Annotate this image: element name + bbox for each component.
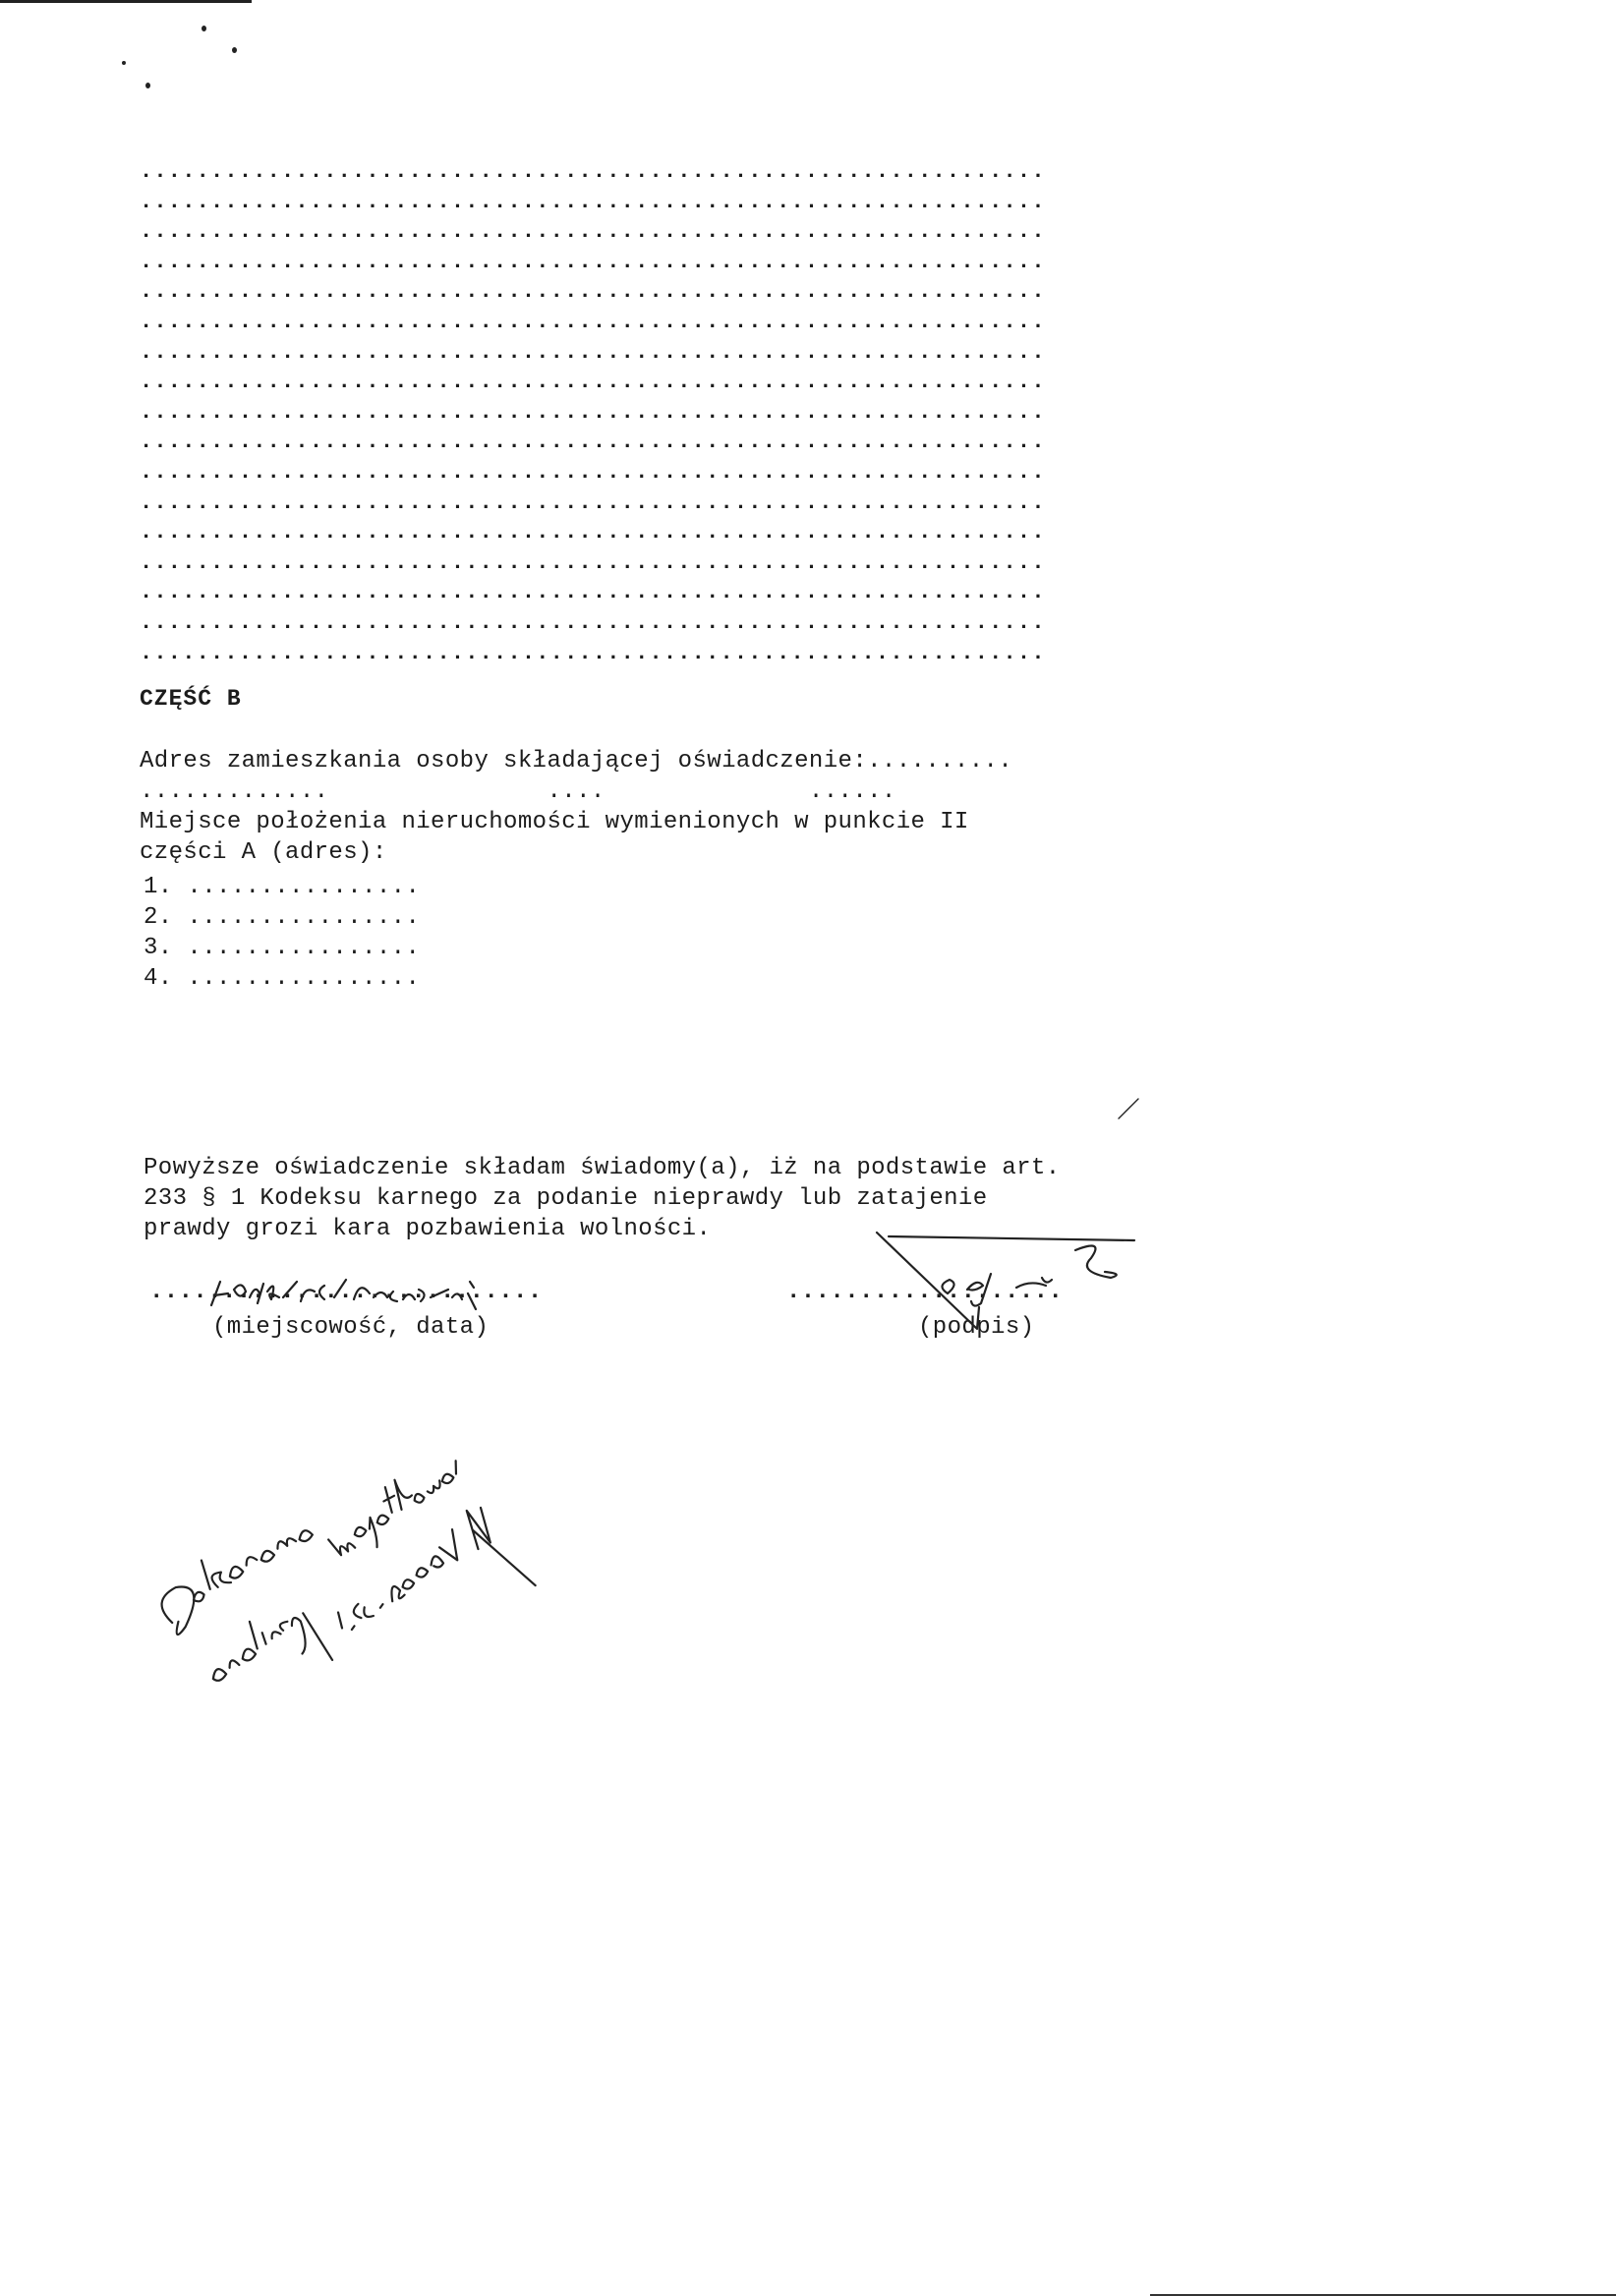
dotted-line: ................................................................ [140, 249, 1046, 274]
part-b-heading: CZĘŚĆ B [140, 686, 242, 712]
property-item-4: 4. ................ [144, 965, 421, 992]
declaration-line-3: prawdy grozi kara pozbawienia wolności. [144, 1216, 712, 1242]
scan-speck [232, 47, 237, 53]
dotted-line: ................................................................ [140, 489, 1046, 515]
part-a-dotted-lines [140, 157, 1182, 668]
dotted-line: ................................................................ [140, 339, 1046, 365]
property-item-2: 2. ................ [144, 904, 421, 931]
dotted-line: ................................................................ [140, 159, 1046, 184]
dotted-line: ................................................................ [140, 219, 1046, 245]
property-location-line-2: części A (adres): [140, 839, 387, 866]
dotted-line: ................................................................ [140, 430, 1046, 455]
dotted-line: ................................................................ [140, 549, 1046, 575]
signature-mark [869, 1219, 1193, 1337]
property-item-3: 3. ................ [144, 935, 421, 961]
dotted-line: ................................................................ [140, 279, 1046, 305]
dotted-line: ................................................................ [140, 609, 1046, 635]
dotted-line: ................................................................ [140, 309, 1046, 334]
place-date-label: (miejscowość, data) [212, 1314, 490, 1341]
dotted-line: ................................................................ [140, 189, 1046, 214]
handwritten-annotation [128, 1366, 600, 1700]
dotted-line: ................................................................ [140, 399, 1046, 425]
place-date-dots: ........................... [149, 1279, 543, 1305]
dotted-line: ................................................................ [140, 459, 1046, 485]
property-location-line: Miejsce położenia nieruchomości wymienionych w punkcie II [140, 809, 969, 835]
address-line: Adres zamieszkania osoby składającej oświadczenie:.......... [140, 748, 1013, 775]
dotted-line: ................................................................ [140, 370, 1046, 395]
signature-dots: ................... [786, 1279, 1064, 1305]
signature-label: (podpis) [918, 1314, 1035, 1341]
declaration-line-2: 233 § 1 Kodeksu karnego za podanie nieprawdy lub zatajenie [144, 1185, 988, 1212]
dotted-line: ................................................................ [140, 640, 1046, 665]
property-item-1: 1. ................ [144, 874, 421, 900]
address-continuation: ............. .... ...... [140, 778, 896, 805]
handwritten-place-date [206, 1268, 659, 1317]
top-edge-rule [0, 0, 252, 3]
stray-mark [1117, 1097, 1140, 1120]
dotted-line: ................................................................ [140, 580, 1046, 605]
scan-speck [202, 26, 206, 31]
dotted-line: ................................................................ [140, 520, 1046, 545]
scan-speck [145, 83, 150, 88]
declaration-line-1: Powyższe oświadczenie składam świadomy(a), iż na podstawie art. [144, 1155, 1061, 1181]
scan-speck [122, 61, 126, 65]
